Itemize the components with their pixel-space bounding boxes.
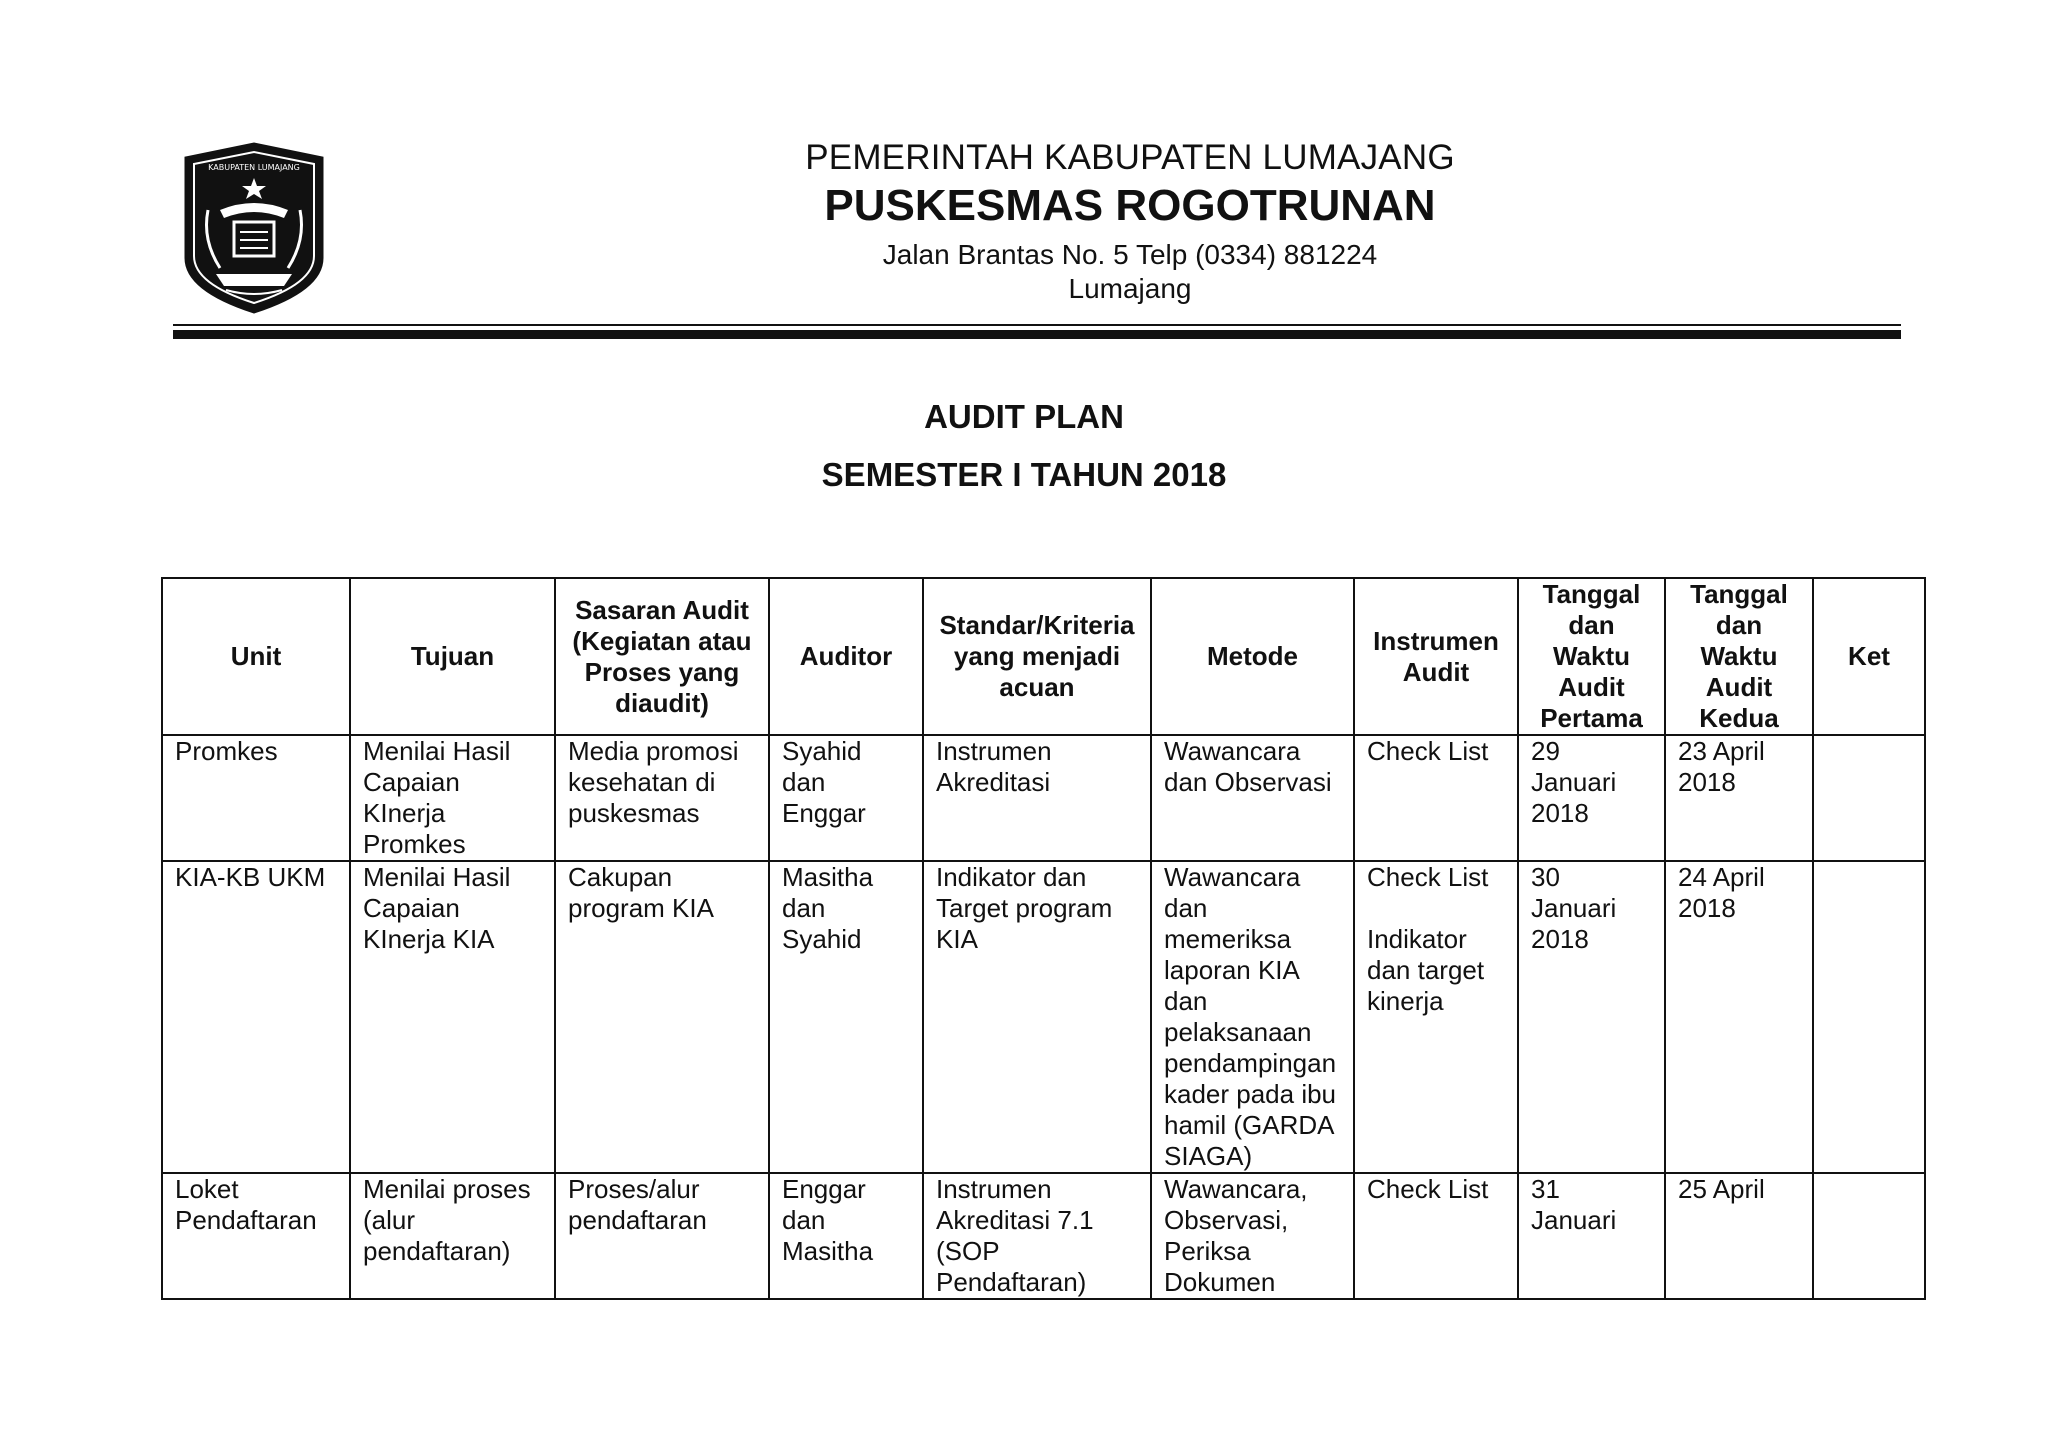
cell-line: Periksa — [1164, 1236, 1251, 1266]
table-body — [162, 735, 1925, 1299]
auditor-cell — [769, 735, 923, 861]
auditor-cell — [769, 861, 923, 1173]
cell-line: hamil (GARDA — [1164, 1110, 1335, 1140]
cell-line: (alur — [363, 1205, 416, 1235]
tanggal-kedua-cell — [1665, 1173, 1813, 1299]
cell-line: laporan KIA — [1164, 955, 1300, 985]
cell-line: KInerja — [363, 798, 446, 828]
cell-line: kinerja — [1367, 986, 1444, 1016]
cell-line: KIA-KB UKM — [175, 862, 326, 892]
column-header — [1665, 578, 1813, 735]
cell-line: Wawancara, — [1164, 1174, 1308, 1204]
sasaran-cell — [555, 735, 769, 861]
cell-line: (SOP — [936, 1236, 1000, 1266]
cell-line: Masitha — [782, 1236, 874, 1266]
column-header-line: Waktu — [1700, 641, 1778, 671]
column-header-line: dan — [1568, 610, 1615, 640]
cell-line: Check List — [1367, 1174, 1489, 1204]
instrumen-cell — [1354, 1173, 1518, 1299]
cell-line: Promkes — [363, 829, 466, 859]
column-header — [1151, 578, 1354, 735]
column-header-line: Proses yang — [584, 656, 740, 687]
cell-line: pelaksanaan — [1164, 1017, 1312, 1047]
column-header-line: Sasaran Audit — [575, 594, 749, 625]
column-header — [1813, 578, 1925, 735]
cell-line: Menilai Hasil — [363, 862, 511, 892]
cell-line — [1367, 893, 1505, 924]
cell-line: dan — [1164, 893, 1208, 923]
cell-line: KIA — [936, 924, 978, 954]
cell-line: Loket — [175, 1174, 239, 1204]
cell-line: pendaftaran — [568, 1205, 707, 1235]
cell-line: 29 — [1531, 736, 1560, 766]
cell-line: KInerja KIA — [363, 924, 495, 954]
column-header — [162, 578, 350, 735]
column-header-line: Waktu — [1552, 641, 1631, 671]
cell-line: kader pada ibu — [1164, 1079, 1337, 1109]
column-header-line: Tujuan — [410, 641, 495, 671]
ket-cell — [1813, 1173, 1925, 1299]
table-header-row — [162, 578, 1925, 735]
cell-line: Enggar — [782, 1174, 866, 1204]
cell-line: Januari — [1531, 893, 1617, 923]
column-header-line: Audit — [1705, 672, 1773, 702]
cell-line: Pendaftaran — [175, 1205, 317, 1235]
column-header-line: Tanggal — [1542, 579, 1641, 609]
column-header-line: Metode — [1207, 641, 1298, 671]
column-header-line: Kedua — [1699, 703, 1779, 733]
cell-line: 2018 — [1531, 924, 1589, 954]
cell-line: 30 — [1531, 862, 1560, 892]
letterhead-thick-rule — [173, 330, 1901, 339]
cell-line: Check List — [1367, 736, 1489, 766]
letterhead — [690, 136, 1570, 306]
cell-line: Indikator — [1367, 924, 1467, 954]
metode-cell — [1151, 1173, 1354, 1299]
cell-line: Akreditasi — [936, 767, 1051, 797]
cell-line: Cakupan — [568, 862, 673, 892]
column-header-line: Audit — [1558, 672, 1625, 702]
cell-line: Dokumen — [1164, 1267, 1276, 1297]
cell-line: Observasi, — [1164, 1205, 1289, 1235]
standar-cell — [923, 861, 1151, 1173]
column-header — [769, 578, 923, 735]
cell-line: Instrumen — [936, 736, 1052, 766]
cell-line: Indikator dan — [936, 862, 1087, 892]
cell-line: Menilai proses — [363, 1174, 531, 1204]
address: Jalan Brantas No. 5 Telp (0334) 881224 — [882, 239, 1378, 270]
tujuan-cell — [350, 861, 555, 1173]
column-header-line: yang menjadi — [953, 641, 1121, 671]
document-subtitle: SEMESTER I TAHUN 2018 — [821, 456, 1227, 493]
column-header — [350, 578, 555, 735]
cell-line: Syahid — [782, 736, 862, 766]
column-header-line: Tanggal — [1690, 579, 1788, 609]
column-header — [555, 578, 769, 735]
cell-line: dan — [782, 1205, 826, 1235]
cell-line: Januari — [1531, 1205, 1617, 1235]
cell-line: memeriksa — [1164, 924, 1292, 954]
tanggal-pertama-cell — [1518, 735, 1665, 861]
cell-line: Enggar — [782, 798, 866, 828]
column-header-line: Auditor — [799, 641, 893, 671]
cell-line: dan — [782, 767, 826, 797]
auditor-cell — [769, 1173, 923, 1299]
cell-line: 2018 — [1678, 893, 1736, 923]
kabupaten-lumajang-emblem — [180, 140, 328, 316]
audit-plan-table — [161, 577, 1926, 1300]
cell-line: Akreditasi 7.1 — [936, 1205, 1094, 1235]
cell-line: 23 April — [1678, 736, 1765, 766]
column-header-line: diaudit) — [615, 687, 709, 718]
cell-line: dan — [782, 893, 826, 923]
ket-cell — [1813, 735, 1925, 861]
tujuan-cell — [350, 1173, 555, 1299]
institution-name: PUSKESMAS ROGOTRUNAN — [824, 181, 1436, 230]
metode-cell — [1151, 735, 1354, 861]
cell-line: Target program — [936, 893, 1113, 923]
column-header-line: acuan — [999, 672, 1075, 702]
instrumen-cell — [1354, 861, 1518, 1173]
cell-line: Proses/alur — [568, 1174, 700, 1204]
standar-cell — [923, 735, 1151, 861]
cell-line: SIAGA) — [1164, 1141, 1253, 1171]
cell-line: 24 April — [1678, 862, 1765, 892]
cell-line: Capaian — [363, 767, 460, 797]
sasaran-cell — [555, 861, 769, 1173]
column-header-line: Standar/Kriteria — [939, 610, 1135, 640]
column-header-line: Instrumen — [1373, 625, 1499, 656]
cell-line: Check List — [1367, 862, 1489, 892]
cell-line: Media promosi — [568, 736, 739, 766]
tanggal-kedua-cell — [1665, 861, 1813, 1173]
cell-line: kesehatan di — [568, 767, 716, 797]
cell-line: Wawancara — [1164, 862, 1301, 892]
column-header — [1354, 578, 1518, 735]
table-row — [162, 861, 1925, 1173]
letterhead-thin-rule — [173, 324, 1901, 326]
cell-line: pendampingan — [1164, 1048, 1337, 1078]
column-header-line: (Kegiatan atau — [572, 625, 752, 656]
column-header — [923, 578, 1151, 735]
sasaran-cell — [555, 1173, 769, 1299]
cell-line: Masitha — [782, 862, 874, 892]
column-header-line: dan — [1715, 610, 1763, 640]
cell-line: 25 April — [1678, 1174, 1765, 1204]
cell-line: pendaftaran) — [363, 1236, 511, 1266]
city: Lumajang — [1068, 273, 1192, 304]
cell-line: Syahid — [782, 924, 862, 954]
unit-cell — [162, 861, 350, 1173]
cell-line: program KIA — [568, 893, 714, 923]
cell-line: 31 — [1531, 1174, 1560, 1204]
cell-line: puskesmas — [568, 798, 700, 828]
cell-line: Pendaftaran) — [936, 1267, 1087, 1297]
cell-line: 2018 — [1678, 767, 1736, 797]
cell-line: Promkes — [175, 736, 278, 766]
standar-cell — [923, 1173, 1151, 1299]
metode-cell — [1151, 861, 1354, 1173]
cell-line: dan Observasi — [1164, 767, 1332, 797]
cell-line: dan target — [1367, 955, 1485, 985]
cell-line: Wawancara — [1164, 736, 1301, 766]
cell-line: Instrumen — [936, 1174, 1052, 1204]
column-header-line: Pertama — [1540, 703, 1643, 733]
column-header — [1518, 578, 1665, 735]
government-name: PEMERINTAH KABUPATEN LUMAJANG — [805, 138, 1455, 177]
column-header-line: Audit — [1402, 656, 1470, 687]
table-row — [162, 735, 1925, 861]
document-title: AUDIT PLAN — [924, 398, 1124, 435]
tanggal-pertama-cell — [1518, 861, 1665, 1173]
cell-line: dan — [1164, 986, 1208, 1016]
cell-line: Januari — [1531, 767, 1617, 797]
cell-line: Menilai Hasil — [363, 736, 511, 766]
unit-cell — [162, 1173, 350, 1299]
column-header-line: Unit — [230, 641, 282, 671]
tujuan-cell — [350, 735, 555, 861]
tanggal-kedua-cell — [1665, 735, 1813, 861]
table-row — [162, 1173, 1925, 1299]
column-header-line: Ket — [1848, 641, 1890, 671]
ket-cell — [1813, 861, 1925, 1173]
emblem-lettering: KABUPATEN LUMAJANG — [208, 163, 300, 172]
tanggal-pertama-cell — [1518, 1173, 1665, 1299]
cell-line: 2018 — [1531, 798, 1589, 828]
cell-line: Capaian — [363, 893, 460, 923]
unit-cell — [162, 735, 350, 861]
instrumen-cell — [1354, 735, 1518, 861]
